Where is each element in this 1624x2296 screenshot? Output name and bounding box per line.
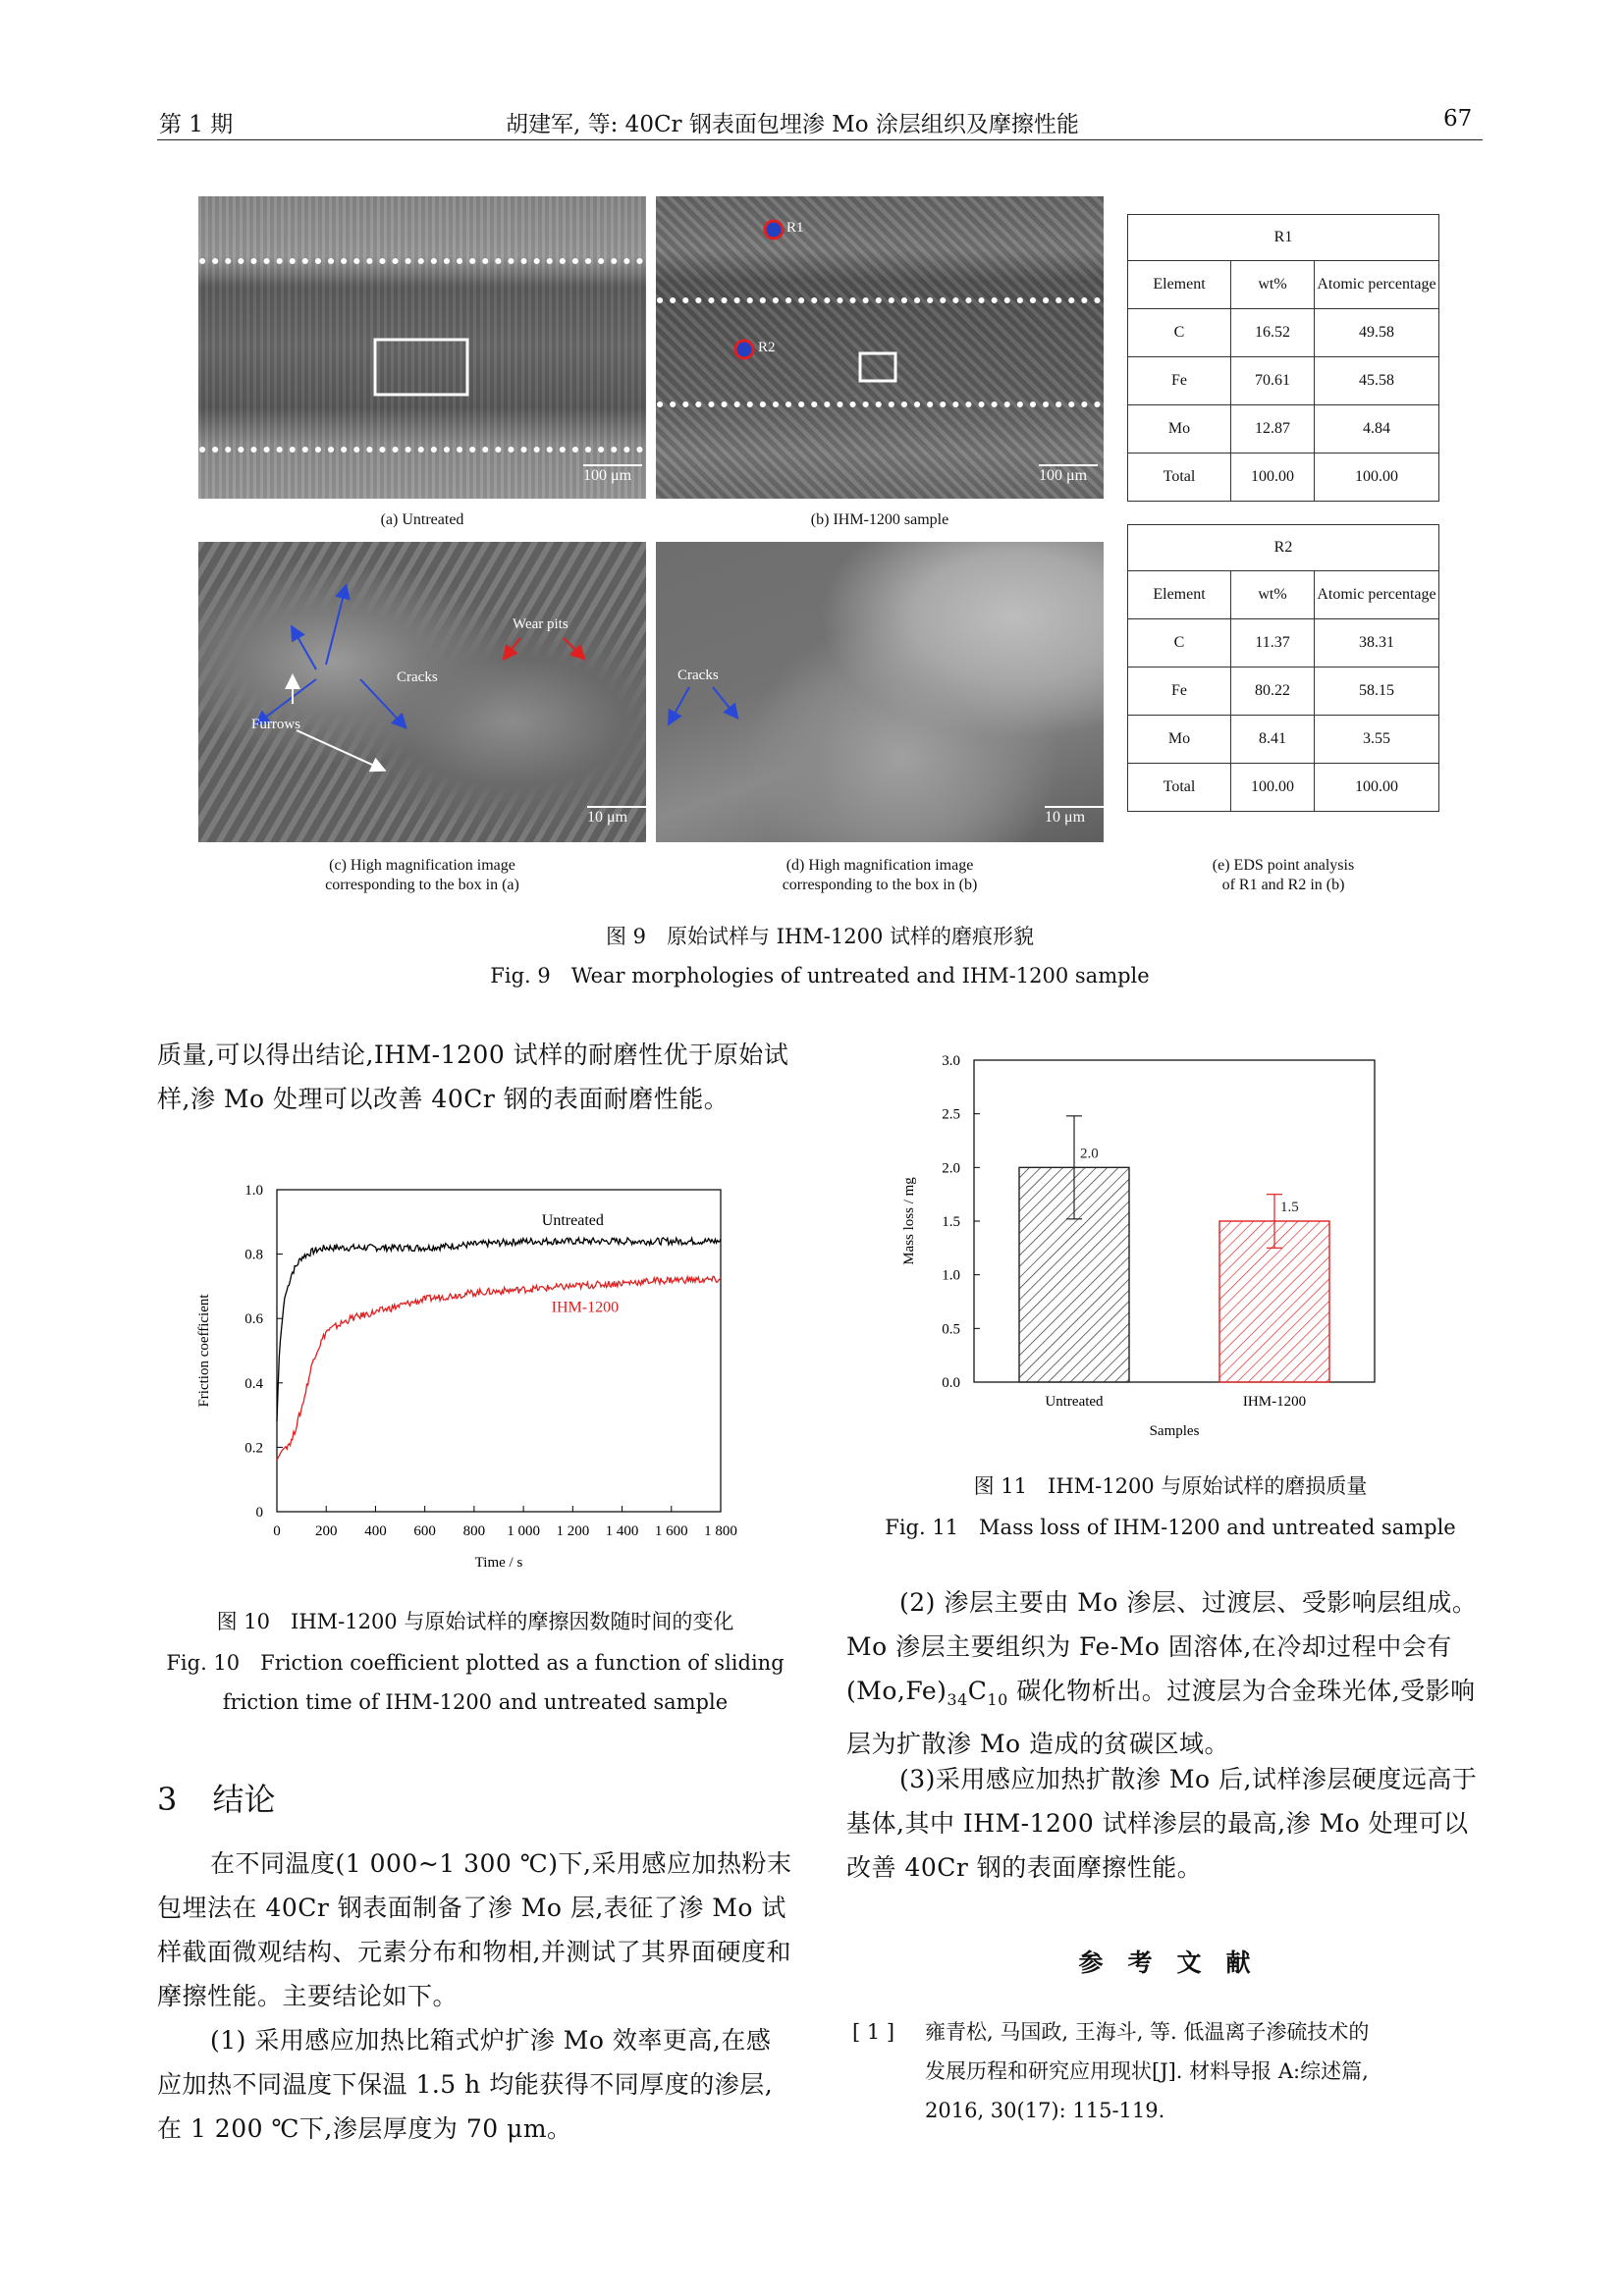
paragraph-text: 在不同温度(1 000~1 300 ℃)下,采用感应加热粉末包埋法在 40Cr 钢表面制备了渗 Mo 层,表征了渗 Mo 试样截面微观结构、元素分布和物相,并测试了其界面硬度和摩擦性能。主要结论如下。 xyxy=(157,1849,792,2010)
eds-cell: 49.58 xyxy=(1315,309,1439,357)
y-tick-label: 2.0 xyxy=(942,1160,960,1177)
y-tick-label: 0.8 xyxy=(244,1247,263,1263)
series-line-ihm1200 xyxy=(277,1276,721,1460)
panel-d-label-2: corresponding to the box in (b) xyxy=(782,877,978,893)
eds-header-wt: wt% xyxy=(1231,261,1315,309)
para4-mid: C xyxy=(967,1677,988,1705)
eds-r1-title: R1 xyxy=(1128,215,1439,261)
section-number: 3 xyxy=(157,1781,178,1818)
sem-image-untreated xyxy=(198,196,646,499)
para4-part-b: 碳化物析出。过渡层为合金珠光体,受影响层为扩散渗 Mo 造成的贫碳区域。 xyxy=(846,1677,1476,1758)
fig9-caption-en: Fig. 9 Wear morphologies of untreated and IHM-1200 sample xyxy=(490,964,1150,988)
bar-value-label: 2.0 xyxy=(1080,1146,1099,1162)
reference-number: [ 1 ] xyxy=(852,2020,895,2044)
eds-cell: 80.22 xyxy=(1231,667,1315,716)
paragraph-conclusion-1 xyxy=(157,2018,793,2151)
eds-cell: C xyxy=(1128,309,1231,357)
y-tick-label: 0.2 xyxy=(244,1440,263,1457)
scale-bar-c: 10 μm xyxy=(587,809,628,826)
eds-cell: Total xyxy=(1128,764,1231,812)
eds-header-element: Element xyxy=(1128,571,1231,619)
eds-cell: Fe xyxy=(1128,357,1231,405)
y-axis-label: Friction coefficient xyxy=(196,1294,212,1408)
eds-cell: C xyxy=(1128,619,1231,667)
x-tick-label: 600 xyxy=(413,1523,436,1539)
x-axis-label: Samples xyxy=(1149,1423,1200,1439)
x-tick-label: 1 600 xyxy=(654,1523,688,1539)
para4-sub-2: 10 xyxy=(987,1690,1008,1709)
eds-cell: Mo xyxy=(1128,405,1231,454)
y-tick-label: 0.4 xyxy=(244,1375,263,1392)
panel-c-label-2: corresponding to the box in (a) xyxy=(325,877,519,893)
scale-bar-a: 100 μm xyxy=(583,467,632,484)
eds-cell: 8.41 xyxy=(1231,716,1315,764)
mass-loss-bar-chart xyxy=(884,1046,1434,1439)
paragraph-conclusion-2 xyxy=(846,1580,1483,1766)
x-category-label: IHM-1200 xyxy=(1242,1394,1307,1410)
panel-b-label: (b) IHM-1200 sample xyxy=(810,511,949,528)
annotation-cracks-c: Cracks xyxy=(397,669,438,685)
sem-image-highmag-ihm1200 xyxy=(656,542,1104,842)
eds-cell: 45.58 xyxy=(1315,357,1439,405)
marker-r2-label: R2 xyxy=(758,340,776,355)
eds-header-element: Element xyxy=(1128,261,1231,309)
fig10-caption-en-1: Fig. 10 Friction coefficient plotted as a function of sliding xyxy=(166,1651,785,1675)
bar-value-label: 1.5 xyxy=(1280,1200,1299,1215)
fig11-caption-cn: 图 11 IHM-1200 与原始试样的磨损质量 xyxy=(973,1474,1368,1498)
eds-cell: 100.00 xyxy=(1315,764,1439,812)
eds-cell: 100.00 xyxy=(1315,454,1439,502)
fig9-caption-cn: 图 9 原始试样与 IHM-1200 试样的磨痕形貌 xyxy=(605,925,1035,948)
y-tick-label: 1.0 xyxy=(942,1267,960,1284)
x-tick-label: 200 xyxy=(314,1523,338,1539)
eds-cell: 100.00 xyxy=(1231,764,1315,812)
reference-line: 2016, 30(17): 115-119. xyxy=(925,2099,1165,2122)
annotation-wear-pits: Wear pits xyxy=(513,616,568,632)
friction-coefficient-chart xyxy=(187,1168,795,1580)
paragraph-summary xyxy=(157,1842,793,2018)
y-tick-label: 1.0 xyxy=(244,1183,263,1199)
series-label-untreated: Untreated xyxy=(541,1212,604,1230)
eds-r2-title: R2 xyxy=(1128,525,1439,571)
x-tick-label: 400 xyxy=(364,1523,387,1539)
scale-bar-d: 10 μm xyxy=(1045,809,1086,826)
y-tick-label: 0.0 xyxy=(942,1375,960,1391)
x-category-label: Untreated xyxy=(1045,1394,1104,1410)
x-tick-label: 1 400 xyxy=(605,1523,639,1539)
panel-a-label: (a) Untreated xyxy=(380,511,464,528)
eds-cell: Total xyxy=(1128,454,1231,502)
panel-e-label-2: of R1 and R2 in (b) xyxy=(1221,877,1345,893)
eds-table-r1 xyxy=(1127,214,1439,502)
references-heading: 参 考 文 献 xyxy=(1078,1949,1251,1977)
panel-c-label-1: (c) High magnification image xyxy=(329,857,515,874)
eds-cell: 58.15 xyxy=(1315,667,1439,716)
y-tick-label: 0 xyxy=(255,1505,263,1521)
eds-header-atomic: Atomic percentage xyxy=(1315,571,1439,619)
annotation-furrows: Furrows xyxy=(251,717,301,732)
scale-bar-b: 100 μm xyxy=(1039,467,1088,484)
eds-header-wt: wt% xyxy=(1231,571,1315,619)
fig11-caption-en: Fig. 11 Mass loss of IHM-1200 and untreated sample xyxy=(885,1516,1456,1539)
sem-image-highmag-untreated xyxy=(198,542,646,842)
paragraph-conclusion-3 xyxy=(846,1757,1483,1890)
header-rule xyxy=(157,139,1483,140)
page-number: 67 xyxy=(1443,106,1473,132)
paragraph-text: 质量,可以得出结论,IHM-1200 试样的耐磨性优于原始试样,渗 Mo 处理可以改善 40Cr 钢的表面耐磨性能。 xyxy=(157,1041,789,1113)
x-tick-label: 1 200 xyxy=(556,1523,590,1539)
section-title: 结论 xyxy=(212,1781,276,1818)
para4-part-a: (2) 渗层主要由 Mo 渗层、过渡层、受影响层组成。Mo 渗层主要组织为 Fe-Mo 固溶体,在冷却过程中会有(Mo,Fe) xyxy=(846,1588,1478,1705)
running-header-issue: 第 1 期 xyxy=(159,112,234,137)
series-line-untreated xyxy=(277,1238,721,1421)
eds-cell: 38.31 xyxy=(1315,619,1439,667)
eds-cell: Mo xyxy=(1128,716,1231,764)
eds-header-atomic: Atomic percentage xyxy=(1315,261,1439,309)
eds-cell: Fe xyxy=(1128,667,1231,716)
para4-sub-1: 34 xyxy=(947,1690,968,1709)
eds-cell: 12.87 xyxy=(1231,405,1315,454)
x-tick-label: 800 xyxy=(462,1523,486,1539)
series-label-ihm1200: IHM-1200 xyxy=(551,1299,620,1316)
reference-line: 发展历程和研究应用现状[J]. 材料导报 A:综述篇, xyxy=(925,2059,1369,2083)
reference-item-1 xyxy=(852,2012,1481,2130)
reference-line: 雍青松, 马国政, 王海斗, 等. 低温离子渗硫技术的 xyxy=(925,2020,1370,2044)
eds-table-r2 xyxy=(1127,524,1439,812)
eds-cell: 4.84 xyxy=(1315,405,1439,454)
y-tick-label: 1.5 xyxy=(942,1214,960,1230)
eds-cell: 16.52 xyxy=(1231,309,1315,357)
y-tick-label: 3.0 xyxy=(942,1053,960,1069)
annotation-cracks-d: Cracks xyxy=(677,667,719,683)
eds-cell: 3.55 xyxy=(1315,716,1439,764)
plot-frame xyxy=(277,1190,721,1512)
paragraph-conclusion-wear xyxy=(157,1033,793,1121)
eds-cell: 11.37 xyxy=(1231,619,1315,667)
x-tick-label: 1 000 xyxy=(507,1523,540,1539)
running-header-title: 胡建军, 等: 40Cr 钢表面包埋渗 Mo 涂层组织及摩擦性能 xyxy=(506,112,1079,137)
x-axis-label: Time / s xyxy=(474,1555,523,1571)
x-tick-label: 0 xyxy=(273,1523,281,1539)
panel-e-label-1: (e) EDS point analysis xyxy=(1212,857,1355,874)
paragraph-text: (1) 采用感应加热比箱式炉扩渗 Mo 效率更高,在感应加热不同温度下保温 1.5 h 均能获得不同厚度的渗层,在 1 200 ℃下,渗层厚度为 70 μm。 xyxy=(157,2026,774,2143)
eds-cell: 100.00 xyxy=(1231,454,1315,502)
y-axis-label: Mass loss / mg xyxy=(901,1177,917,1265)
paragraph-text xyxy=(846,1580,1483,1766)
y-tick-label: 0.5 xyxy=(942,1321,960,1338)
y-tick-label: 0.6 xyxy=(244,1311,263,1328)
y-tick-label: 2.5 xyxy=(942,1106,960,1123)
section-heading xyxy=(157,1775,276,1820)
x-tick-label: 1 800 xyxy=(704,1523,737,1539)
paragraph-text: (3)采用感应加热扩散渗 Mo 后,试样渗层硬度远高于基体,其中 IHM-1200 试样渗层的最高,渗 Mo 处理可以改善 40Cr 钢的表面摩擦性能。 xyxy=(846,1765,1478,1882)
sem-image-ihm1200 xyxy=(656,196,1104,499)
panel-d-label-1: (d) High magnification image xyxy=(785,857,974,874)
eds-cell: 70.61 xyxy=(1231,357,1315,405)
fig10-caption-en-2: friction time of IHM-1200 and untreated sample xyxy=(222,1690,729,1714)
marker-r1-label: R1 xyxy=(786,220,804,236)
fig10-caption-cn: 图 10 IHM-1200 与原始试样的摩擦因数随时间的变化 xyxy=(216,1610,734,1633)
